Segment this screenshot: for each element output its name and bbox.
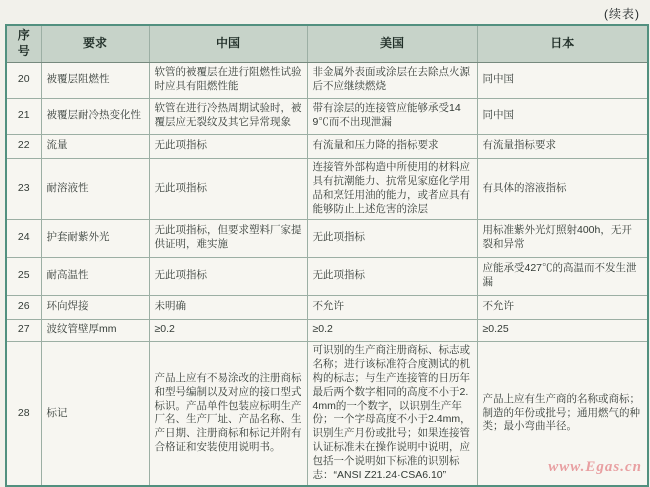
cell-seq-number: 25 [6, 257, 41, 295]
column-header: 序号 [6, 25, 41, 62]
standards-comparison-table [5, 24, 649, 487]
column-header: 日本 [477, 25, 648, 62]
cell-japan: 同中国 [477, 98, 648, 134]
table-row [6, 319, 648, 341]
cell-requirement: 被覆层耐冷热变化性 [41, 98, 149, 134]
cell-china: 软管在进行冷热周期试验时，被覆层应无裂纹及其它异常现象 [149, 98, 307, 134]
cell-china: 无此项指标 [149, 257, 307, 295]
cell-requirement: 标记 [41, 341, 149, 486]
table-row [6, 341, 648, 486]
cell-china: 无此项指标，但要求塑料厂家提供证明，难实施 [149, 219, 307, 257]
cell-requirement: 耐溶液性 [41, 158, 149, 219]
cell-japan: 有流量指标要求 [477, 134, 648, 158]
cell-seq-number: 22 [6, 134, 41, 158]
cell-usa: 无此项指标 [307, 257, 477, 295]
cell-japan: ≥0.25 [477, 319, 648, 341]
cell-japan: 同中国 [477, 62, 648, 98]
column-header: 中国 [149, 25, 307, 62]
cell-usa: ≥0.2 [307, 319, 477, 341]
cell-japan: 有具体的溶液指标 [477, 158, 648, 219]
cell-usa: 有流量和压力降的指标要求 [307, 134, 477, 158]
cell-seq-number: 26 [6, 295, 41, 319]
cell-seq-number: 28 [6, 341, 41, 486]
table-row [6, 134, 648, 158]
cell-seq-number: 27 [6, 319, 41, 341]
cell-china: 未明确 [149, 295, 307, 319]
cell-japan: 产品上应有生产商的名称或商标；制造的年份或批号；通用燃气的种类；最小弯曲半径。 [477, 341, 648, 486]
cell-usa: 无此项指标 [307, 219, 477, 257]
cell-usa: 非金属外表面或涂层在去除点火源后不应继续燃烧 [307, 62, 477, 98]
cell-requirement: 护套耐紫外光 [41, 219, 149, 257]
table-row [6, 295, 648, 319]
cell-usa: 带有涂层的连接管应能够承受149℃而不出现泄漏 [307, 98, 477, 134]
column-header: 要求 [41, 25, 149, 62]
cell-seq-number: 23 [6, 158, 41, 219]
site-watermark: www.Egas.cn [548, 459, 642, 475]
table-row [6, 257, 648, 295]
cell-japan: 应能承受427℃的高温而不发生泄漏 [477, 257, 648, 295]
cell-requirement: 耐高温性 [41, 257, 149, 295]
cell-china: 无此项指标 [149, 134, 307, 158]
table-row [6, 219, 648, 257]
column-header: 美国 [307, 25, 477, 62]
cell-requirement: 流量 [41, 134, 149, 158]
table-header-row [6, 25, 648, 62]
cell-usa: 可识别的生产商注册商标、标志或名称；进行该标准符合度测试的机构的标志；与生产连接管的日历年最后两个数字相同的高度不小于2.4mm的一个数字，以识别生产年份；一个字母高度不小于2.4mm，识别生产月份或批号；如果连接管认证标准未在操作说明中说明，应包括一个说明如下标准的识别标志：“ANSI Z21.24·CSA6.10” [307, 341, 477, 486]
cell-usa: 连接管外部构造中所使用的材料应具有抗潮能力、抗常见家庭化学用品和烹饪用油的能力，或者应具有能够防止上述危害的涂层 [307, 158, 477, 219]
cell-seq-number: 20 [6, 62, 41, 98]
continued-table-label: (续表) [604, 7, 640, 21]
cell-requirement: 波纹管壁厚mm [41, 319, 149, 341]
cell-seq-number: 24 [6, 219, 41, 257]
cell-japan: 不允许 [477, 295, 648, 319]
cell-china: 产品上应有不易涂改的注册商标和型号编制以及对应的接口型式标识。产品单件包装应标明生产厂名、生产厂址、产品名称、生产日期、注册商标和标记并附有合格证和安装使用说明书。 [149, 341, 307, 486]
cell-japan: 用标准紫外光灯照射400h，无开裂和异常 [477, 219, 648, 257]
cell-requirement: 环向焊接 [41, 295, 149, 319]
cell-requirement: 被覆层阻燃性 [41, 62, 149, 98]
cell-seq-number: 21 [6, 98, 41, 134]
table-row [6, 158, 648, 219]
table-row [6, 62, 648, 98]
cell-usa: 不允许 [307, 295, 477, 319]
cell-china: ≥0.2 [149, 319, 307, 341]
cell-china: 无此项指标 [149, 158, 307, 219]
table-row [6, 98, 648, 134]
cell-china: 软管的被覆层在进行阻燃性试验时应具有阻燃性能 [149, 62, 307, 98]
